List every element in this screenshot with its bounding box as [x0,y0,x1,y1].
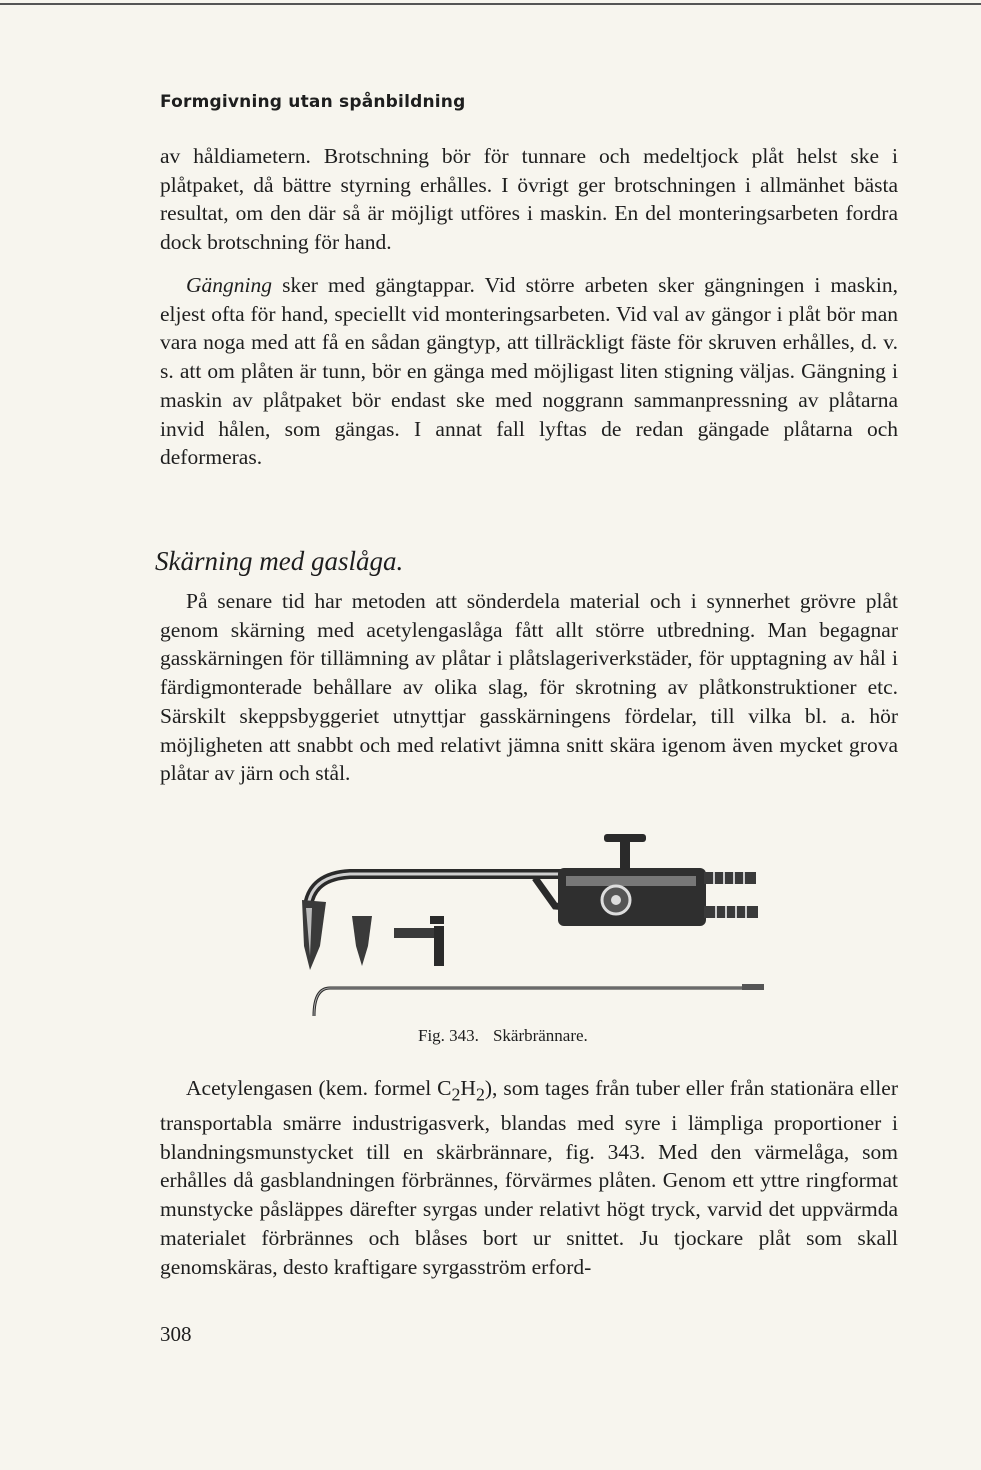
figure-caption [418,1026,602,1046]
formula-text-a: Acetylengasen (kem. formel C [186,1076,452,1100]
cutting-torch-illustration [290,828,780,1028]
figure-title: Skärbrännare. [492,1026,588,1045]
term-gangning: Gängning [186,273,272,297]
paragraph-skarning: På senare tid har metoden att sönderdela material och i synnerhet grövre plåt genom skärning med acetylengaslåga fått allt större utbredning. Man begagnar gasskärningen för tillämning av plåtar i plåtslageriverkstäder, för upptagning av hål i färdigmonterade behållare av olika slag, för skrotning av plåtkonstruktioner etc. Särskilt skeppsbyggeriet utnyttjar gasskärningens fördelar, till vilka bl. a. hör möjligheten att snabbt och med relativt jämna snitt skära igenom även mycket grova plåtar av järn och stål. [160,589,898,786]
paragraph-gangning-text: sker med gängtappar. Vid större arbeten sker gängningen i maskin, eljest ofta för hand, speciellt vid monteringsarbeten. Vid val av gängor i plåt bör man vara noga med att få en sådan gängtyp, att tillräckligt fäste för skruven erhålles, d. v. s. att om plåten är tunn, bör en gänga med möjligast liten stigning väljas. Gängning i maskin av plåtpaket bör endast ske med noggrann sammanpressning av plåtarna invid hålen, som gängas. I annat fall lyftas de redan gängade plåtarna och deformeras. [160,273,898,470]
section-heading: Skärning med gaslåga. [155,546,404,576]
paragraph-acetylengas [160,1074,898,1281]
formula-subscript-h: 2 [475,1084,485,1105]
running-head: Formgivning utan spånbildning [160,92,466,112]
figure-number: Fig. 343. [418,1026,479,1045]
figure-cutting-torch [290,828,780,1028]
formula-subscript-c: 2 [451,1084,461,1105]
top-rule [0,3,981,5]
paragraph-brotschning: av håldiametern. Brotschning bör för tunnare och medeltjock plåt helst ske i plåtpaket, då bättre styrning erhålles. I övrigt ger brotschningen i allmänhet bästa resultat, om den där så är möjligt utföres i maskin. En del monteringsarbeten fordra dock brotschning för hand. [160,144,898,255]
paragraph-gangning [160,271,898,472]
formula-text-c: ), som tages från tuber eller från stationära eller transportabla smärre industrigasverk, blandas med syre i lämpliga proportioner i blandningsmunstycket till en skärbrännare, fig. 343. Med den värmelåga, som erhålles då gasblandningen förbrännes, förvärmes plåten. Genom ett yttre ringformat munstycke påsläppes därefter syrgas under relativt högt tryck, varvid det uppvärmda materialet förbrännes och blåses bort ur snittet. Ju tjockare plåt som skall genomskäras, desto kraftigare syrgasström erford- [160,1076,898,1279]
page-number: 308 [160,1322,192,1346]
formula-text-b: H [460,1076,476,1100]
